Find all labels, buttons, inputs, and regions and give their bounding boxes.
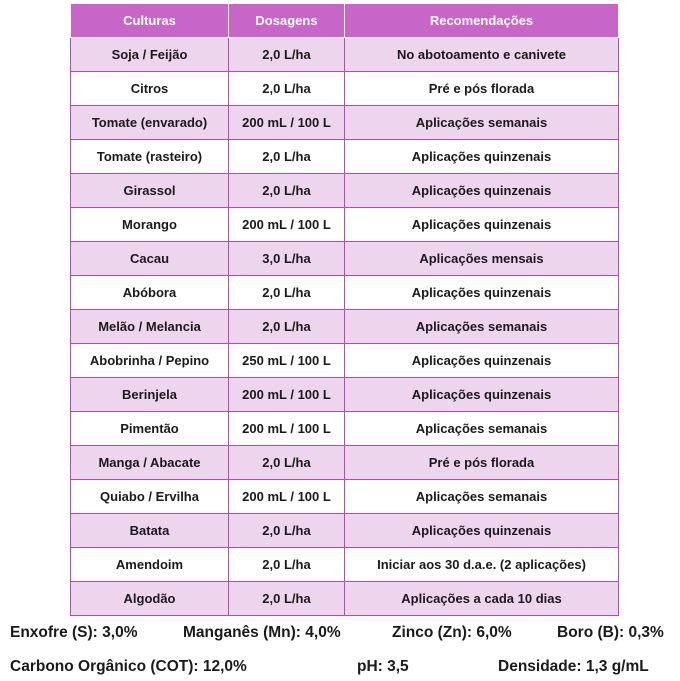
table-row [71, 174, 619, 208]
cell-recomendacao: Aplicações quinzenais [345, 514, 619, 548]
table-row [71, 344, 619, 378]
enxofre-value: Enxofre (S): 3,0% [10, 624, 138, 641]
table-row [71, 582, 619, 616]
manganes-value: Manganês (Mn): 4,0% [183, 624, 341, 641]
dosage-table [70, 3, 619, 616]
table-row [71, 514, 619, 548]
cell-recomendacao: Aplicações semanais [345, 106, 619, 140]
cell-cultura: Citros [71, 72, 229, 106]
cell-dosagem: 2,0 L/ha [229, 446, 345, 480]
cell-dosagem: 2,0 L/ha [229, 72, 345, 106]
cell-cultura: Morango [71, 208, 229, 242]
cell-cultura: Abóbora [71, 276, 229, 310]
table-row [71, 548, 619, 582]
table-row [71, 276, 619, 310]
cell-recomendacao: Aplicações quinzenais [345, 208, 619, 242]
header-dosagens: Dosagens [229, 4, 345, 38]
cell-dosagem: 2,0 L/ha [229, 174, 345, 208]
cell-recomendacao: Aplicações semanais [345, 310, 619, 344]
composition-row-1 [10, 624, 674, 644]
cell-dosagem: 200 mL / 100 L [229, 208, 345, 242]
cell-dosagem: 2,0 L/ha [229, 548, 345, 582]
table-row [71, 38, 619, 72]
cell-dosagem: 2,0 L/ha [229, 310, 345, 344]
cell-cultura: Girassol [71, 174, 229, 208]
cell-recomendacao: Aplicações a cada 10 dias [345, 582, 619, 616]
cell-dosagem: 2,0 L/ha [229, 514, 345, 548]
header-recomendacoes: Recomendações [345, 4, 619, 38]
cell-cultura: Batata [71, 514, 229, 548]
densidade-value: Densidade: 1,3 g/mL [498, 658, 649, 675]
cell-cultura: Amendoim [71, 548, 229, 582]
cell-recomendacao: Aplicações mensais [345, 242, 619, 276]
ph-value: pH: 3,5 [357, 658, 409, 675]
cell-recomendacao: Iniciar aos 30 d.a.e. (2 aplicações) [345, 548, 619, 582]
cell-recomendacao: Pré e pós florada [345, 446, 619, 480]
cell-recomendacao: Aplicações quinzenais [345, 276, 619, 310]
table-row [71, 378, 619, 412]
cell-cultura: Berinjela [71, 378, 229, 412]
cell-recomendacao: Aplicações quinzenais [345, 378, 619, 412]
header-culturas: Culturas [71, 4, 229, 38]
table-row [71, 412, 619, 446]
table-row [71, 106, 619, 140]
cell-dosagem: 2,0 L/ha [229, 582, 345, 616]
table-row [71, 72, 619, 106]
cell-dosagem: 2,0 L/ha [229, 140, 345, 174]
boro-value: Boro (B): 0,3% [557, 624, 664, 641]
cell-dosagem: 2,0 L/ha [229, 38, 345, 72]
cell-dosagem: 2,0 L/ha [229, 276, 345, 310]
table-row [71, 208, 619, 242]
cell-cultura: Abobrinha / Pepino [71, 344, 229, 378]
cell-dosagem: 200 mL / 100 L [229, 106, 345, 140]
cell-dosagem: 250 mL / 100 L [229, 344, 345, 378]
zinco-value: Zinco (Zn): 6,0% [392, 624, 512, 641]
table-row [71, 446, 619, 480]
cell-recomendacao: Pré e pós florada [345, 72, 619, 106]
cell-recomendacao: Aplicações quinzenais [345, 140, 619, 174]
cell-cultura: Cacau [71, 242, 229, 276]
dosage-table-container [70, 3, 618, 616]
cell-cultura: Manga / Abacate [71, 446, 229, 480]
cell-cultura: Quiabo / Ervilha [71, 480, 229, 514]
cell-cultura: Pimentão [71, 412, 229, 446]
table-row [71, 480, 619, 514]
cell-recomendacao: Aplicações quinzenais [345, 174, 619, 208]
table-row [71, 242, 619, 276]
cell-dosagem: 200 mL / 100 L [229, 480, 345, 514]
cell-cultura: Soja / Feijão [71, 38, 229, 72]
carbono-value: Carbono Orgânico (COT): 12,0% [10, 658, 247, 675]
cell-dosagem: 200 mL / 100 L [229, 378, 345, 412]
cell-cultura: Melão / Melancia [71, 310, 229, 344]
cell-cultura: Tomate (envarado) [71, 106, 229, 140]
cell-recomendacao: No abotoamento e canivete [345, 38, 619, 72]
cell-recomendacao: Aplicações semanais [345, 480, 619, 514]
cell-cultura: Tomate (rasteiro) [71, 140, 229, 174]
cell-recomendacao: Aplicações quinzenais [345, 344, 619, 378]
cell-dosagem: 3,0 L/ha [229, 242, 345, 276]
table-header-row [71, 4, 619, 38]
cell-cultura: Algodão [71, 582, 229, 616]
composition-row-2 [10, 658, 674, 678]
cell-dosagem: 200 mL / 100 L [229, 412, 345, 446]
cell-recomendacao: Aplicações semanais [345, 412, 619, 446]
table-row [71, 310, 619, 344]
table-row [71, 140, 619, 174]
